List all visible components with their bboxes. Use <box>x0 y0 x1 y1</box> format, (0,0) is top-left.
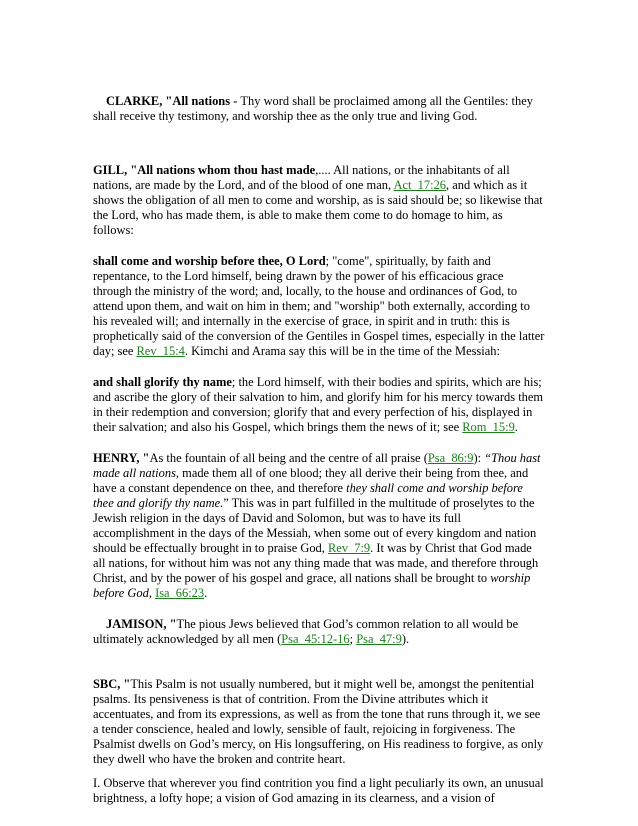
sbc-paragraph-2: I. Observe that wherever you find contrition you find a light peculiarly its own, an unusual brightness, a lofty hope; a vision of God amazing in its clearness, and a vision of <box>93 776 544 805</box>
commentary-page <box>93 94 545 806</box>
ref-link-rom-15-9[interactable]: Rom_15:9 <box>462 420 515 434</box>
gill-phrase: and shall glorify thy name <box>93 375 232 389</box>
ref-link-rev-7-9[interactable]: Rev_7:9 <box>328 541 371 555</box>
ref-link-act-17-26[interactable]: Act_17:26 <box>393 178 447 192</box>
gill-label: GILL, "All nations whom thou hast made <box>93 163 316 177</box>
henry-text: . It was by Christ that God made all nations, for without him was not any thing made that was made, and therefore through Christ, and by the power of his gospel and grace, all nations shall be brought to <box>93 541 539 585</box>
henry-quote: “Thou hast made all nations, <box>93 451 541 480</box>
gill-text: . <box>514 420 518 434</box>
ref-link-psa-86-9[interactable]: Psa_86:9 <box>427 451 474 465</box>
clarke-label: CLARKE, "All nations - <box>106 94 241 108</box>
gill-text: ; the Lord himself, with their bodies and spirits, which are his; and ascribe the glory of their salvation to him, and glorify him for his mercy towards them in their redemption and conversion; glorify that and every perfection of his, displayed in their salvation; and also his Gospel, which brings them the news of it; see <box>93 375 544 434</box>
sbc-label: SBC, " <box>93 677 131 691</box>
sbc-paragraph-1 <box>93 677 545 767</box>
jamison-text: The pious Jews believed that God’s common relation to all would be ultimately acknowledged by all men ( <box>93 617 519 646</box>
ref-link-psa-45-12-16[interactable]: Psa_45:12-16 <box>281 632 350 646</box>
ref-link-psa-47-9[interactable]: Psa_47:9 <box>356 632 402 646</box>
gill-paragraph-3 <box>93 375 545 435</box>
henry-label: HENRY, " <box>93 451 150 465</box>
henry-text: . <box>204 586 208 600</box>
gill-phrase: shall come and worship before thee, O Lord <box>93 254 326 268</box>
jamison-text: ; <box>349 632 357 646</box>
henry-text: made them all of one blood; they all derive their being from thee, and have a constant dependence on thee, and therefore <box>93 466 529 495</box>
ref-link-isa-66-23[interactable]: Isa_66:23 <box>155 586 205 600</box>
ref-link-rev-15-4[interactable]: Rev_15:4 <box>136 344 185 358</box>
gill-text: , and which as it shows the obligation of all men to come and worship, as is said should be; so likewise that the Lord, who has made them, is able to make them come to do homage to him, as follows: <box>93 178 543 237</box>
henry-quote: they shall come and worship before thee and glorify thy name. <box>93 481 523 510</box>
gill-text: ,.... All nations, or the inhabitants of all nations, are made by the Lord, and of the blood of one man, <box>93 163 510 192</box>
jamison-paragraph <box>93 617 545 647</box>
gill-text: . Kimchi and Arama say this will be in the time of the Messiah: <box>184 344 500 358</box>
henry-paragraph <box>93 451 545 601</box>
jamison-label: JAMISON, " <box>106 617 177 631</box>
gill-paragraph-1 <box>93 163 545 238</box>
henry-text: ” This was in part fulfilled in the multitude of proselytes to the Jewish religion in the days of David and Solomon, but was to have its full accomplishment in the days of the Messiah, when some out of every kingdom and nation should be effectually brought in to praise God, <box>93 496 537 555</box>
jamison-text: ). <box>401 632 410 646</box>
henry-text: As the fountain of all being and the centre of all praise ( <box>149 451 428 465</box>
sbc-text: This Psalm is not usually numbered, but it might well be, amongst the penitential psalms. Its pensiveness is that of contrition. From the Divine attributes which it accentuates, and from its expressions, as well as from the tone that runs through it, we see a tender conscience, healed and lowly, sensible of fault, rejoicing in forgiveness. The Psalmist dwells on God’s mercy, on His longsuffering, on His readiness to forgive, as only they dwell who have the broken and contrite heart. <box>93 677 544 766</box>
gill-paragraph-2 <box>93 254 545 359</box>
gill-text: ; "come", spiritually, by faith and repentance, to the Lord himself, being drawn by the power of his efficacious grace through the ministry of the word; and, locally, to the house and ordinances of God, to attend upon them, and wait on him in them; and "worship" both externally, according to his revealed will; and internally in the exercise of grace, in spirit and in truth: this is prophetically said of the conversion of the Gentiles in Gospel times, especially in the latter day; see <box>93 254 545 358</box>
henry-text: ): <box>473 451 485 465</box>
clarke-paragraph <box>93 94 545 124</box>
henry-quote: worship before God, <box>93 571 531 600</box>
clarke-text: Thy word shall be proclaimed among all the Gentiles: they shall receive thy testimony, and worship thee as the only true and living God. <box>93 94 533 123</box>
